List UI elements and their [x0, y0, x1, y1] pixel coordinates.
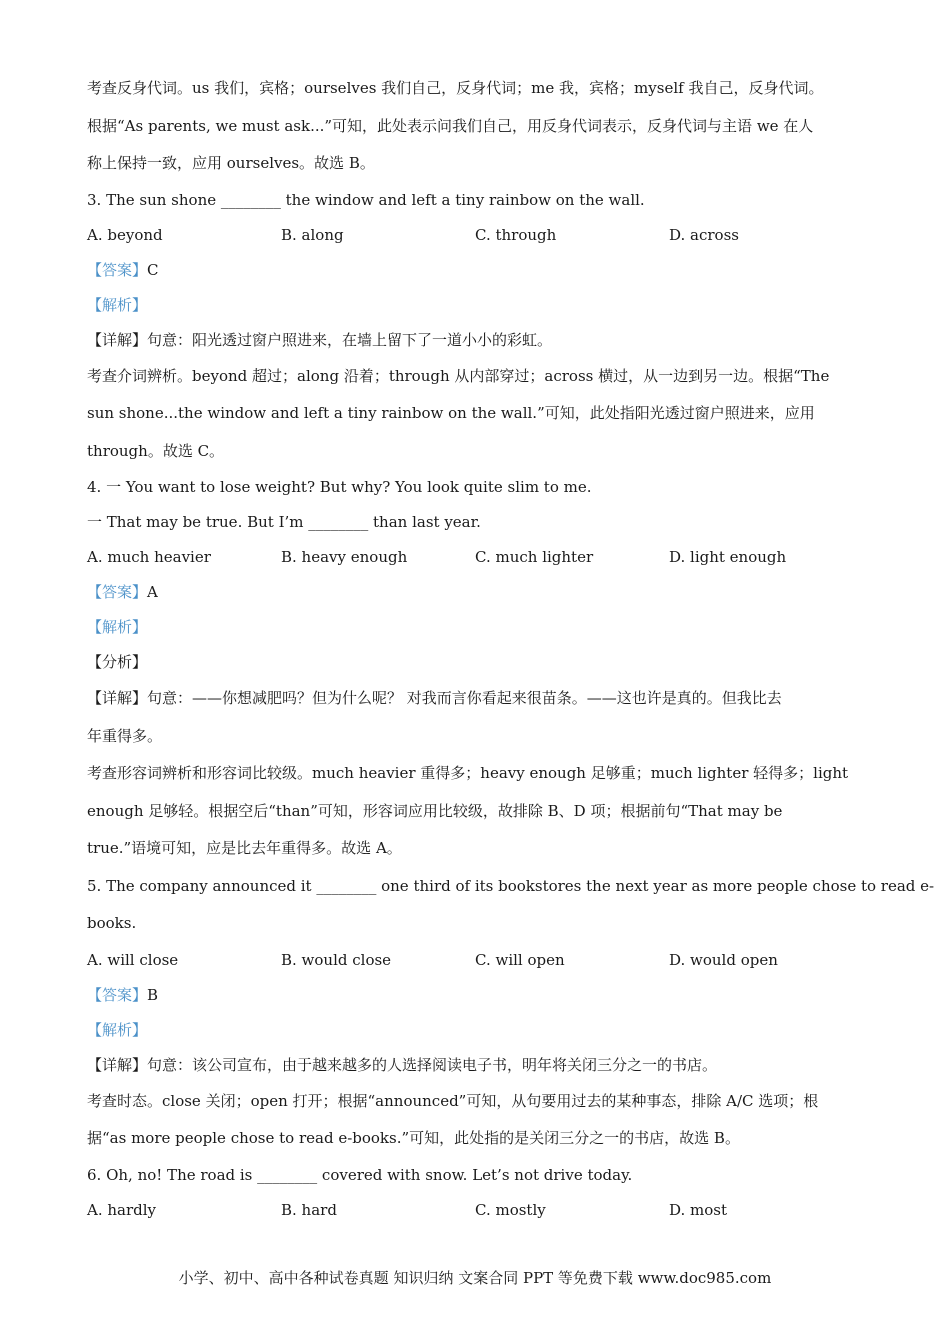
text-line: 根据“As parents, we must ask...”可知，此处表示问我们自己，用反身代词表示，反身代词与主语 we 在人: [87, 116, 814, 135]
option-a: A. hardly: [87, 1200, 157, 1219]
question-5-line-2: books.: [87, 914, 137, 932]
question-6: 6. Oh, no! The road is ________ covered with snow. Let’s not drive today.: [87, 1165, 633, 1184]
text-line: 考查介词辨析。beyond 超过；along 沿着；through 从内部穿过；across 横过，从一边到另一边。根据“The: [87, 366, 830, 385]
option-c: C. through: [475, 225, 557, 244]
document-body: [87, 70, 935, 1228]
page-footer: 小学、初中、高中各种试卷真题 知识归纳 文案合同 PPT 等免费下载 www.doc985.com: [178, 1269, 772, 1287]
fenxi-tag: 【分析】: [87, 653, 148, 671]
detail-line: [87, 323, 877, 358]
text-line: true.”语境可知，应是比去年重得多。故选 A。: [87, 839, 402, 857]
analysis-tag: 【解析】: [87, 618, 148, 636]
detail-text: 句意：阳光透过窗户照进来，在墙上留下了一道小小的彩虹。: [147, 330, 553, 349]
option-b: B. heavy enough: [281, 548, 408, 566]
answer-tag: 【答案】: [87, 583, 148, 601]
text-line: 据“as more people chose to read e-books.”可知，此处指的是关闭三分之一的书店，故选 B。: [87, 1129, 740, 1147]
option-a: A. will close: [87, 950, 179, 969]
option-a: A. much heavier: [87, 548, 211, 566]
text-line: sun shone...the window and left a tiny rainbow on the wall.”可知，此处指阳光透过窗户照进来，应用: [87, 404, 815, 422]
detail-text: 句意：——你想减肥吗？但为什么呢？ 对我而言你看起来很苗条。——这也许是真的。但我比去: [147, 689, 782, 707]
detail-tag: 【详解】: [87, 330, 148, 349]
analysis-line: [87, 1013, 877, 1048]
option-d: D. light enough: [669, 548, 787, 566]
text-line: 称上保持一致，应用 ourselves。故选 B。: [87, 154, 375, 172]
text-line: 考查形容词辨析和形容词比较级。much heavier 重得多；heavy enough 足够重；much lighter 轻得多；light: [87, 764, 849, 782]
question-4-line-2: 一 That may be true. But I’m ________ than last year.: [87, 513, 481, 531]
text-line: 考查反身代词。us 我们，宾格；ourselves 我们自己，反身代词；me 我，宾格；myself 我自己，反身代词。: [87, 79, 824, 97]
question-3-options: [87, 218, 877, 253]
option-d: D. would open: [669, 950, 778, 969]
question-4: 4. 一 You want to lose weight? But why? You look quite slim to me.: [87, 478, 592, 496]
answer-tag: 【答案】: [87, 985, 148, 1004]
answer-line: [87, 978, 877, 1013]
question-5-options: [87, 943, 877, 978]
option-c: C. will open: [475, 950, 565, 969]
analysis-tag: 【解析】: [87, 1020, 148, 1039]
detail-line: [87, 680, 877, 718]
text-line: through。故选 C。: [87, 441, 225, 460]
option-b: B. along: [281, 225, 344, 244]
option-b: B. hard: [281, 1200, 337, 1219]
text-line: enough 足够轻。根据空后“than”可知，形容词应用比较级，故排除 B、D 项；根据前句“That may be: [87, 801, 783, 820]
question-6-options: [87, 1193, 877, 1228]
fenxi-line: [87, 645, 877, 680]
option-d: D. across: [669, 225, 739, 244]
answer-value: C: [147, 260, 159, 279]
question-4-options: [87, 540, 877, 575]
answer-tag: 【答案】: [87, 260, 148, 279]
analysis-line: [87, 610, 877, 645]
option-a: A. beyond: [87, 225, 163, 244]
text-line: 年重得多。: [87, 726, 163, 745]
answer-value: B: [147, 985, 159, 1004]
text-line: 考查时态。close 关闭；open 打开；根据“announced”可知，从句要用过去的某种事态，排除 A/C 选项；根: [87, 1091, 819, 1110]
answer-value: A: [147, 583, 158, 601]
question-3: 3. The sun shone ________ the window and left a tiny rainbow on the wall.: [87, 190, 645, 209]
option-d: D. most: [669, 1200, 728, 1219]
detail-tag: 【详解】: [87, 1055, 148, 1074]
option-c: C. much lighter: [475, 548, 594, 566]
option-b: B. would close: [281, 950, 392, 969]
detail-tag: 【详解】: [87, 689, 148, 707]
answer-line: [87, 575, 877, 610]
detail-line: [87, 1048, 877, 1083]
detail-text: 句意：该公司宣布，由于越来越多的人选择阅读电子书，明年将关闭三分之一的书店。: [147, 1055, 718, 1074]
answer-line: [87, 253, 877, 288]
analysis-tag: 【解析】: [87, 295, 148, 314]
option-c: C. mostly: [475, 1200, 546, 1219]
analysis-line: [87, 288, 877, 323]
question-5: 5. The company announced it ________ one third of its bookstores the next year as more people chose to read e-: [87, 876, 935, 895]
